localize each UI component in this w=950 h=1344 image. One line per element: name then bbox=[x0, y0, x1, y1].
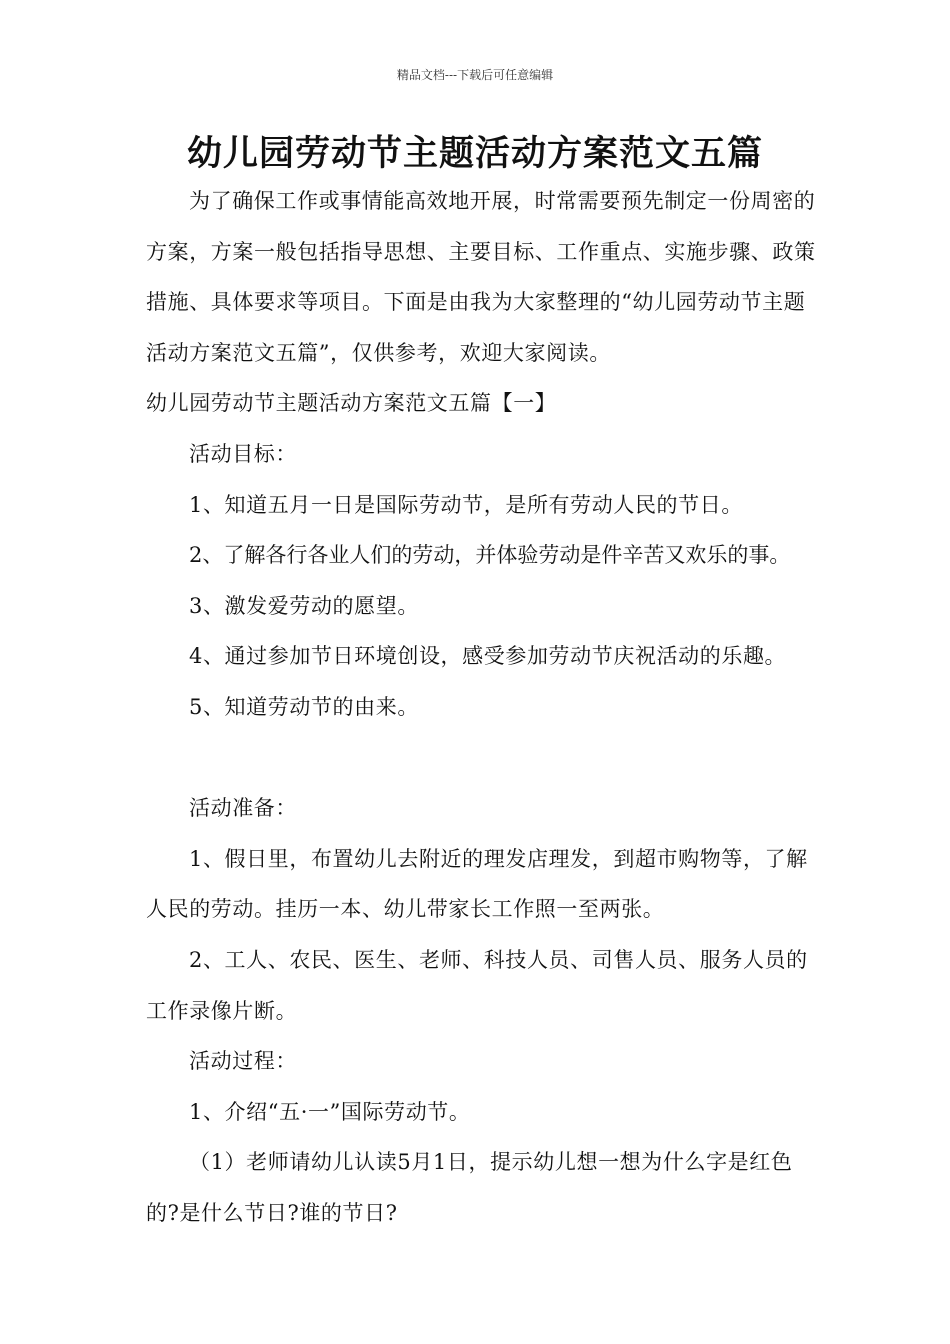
prep-label: 活动准备： bbox=[189, 796, 297, 821]
intro-paragraph: 为了确保工作或事情能高效地开展，时常需要预先制定一份周密的方案，方案一般包括指导思想、主要目标、工作重点、实施步骤、政策措施、具体要求等项目。下面是由我为大家整理的“幼儿园劳动节主题活动方案范文五篇”，仅供参考，欢迎大家阅读。 bbox=[146, 189, 816, 365]
goals-label: 活动目标： bbox=[189, 441, 297, 466]
document-body bbox=[146, 176, 820, 1238]
process-item: 1、介绍“五·一”国际劳动节。 bbox=[189, 1099, 471, 1124]
goal-item: 1、知道五月一日是国际劳动节，是所有劳动人民的节日。 bbox=[189, 492, 743, 517]
section-heading: 幼儿园劳动节主题活动方案范文五篇【一】 bbox=[146, 391, 557, 416]
page-header: 精品文档---下载后可任意编辑 bbox=[396, 68, 554, 82]
document-title: 幼儿园劳动节主题活动方案范文五篇 bbox=[186, 133, 763, 174]
goal-item: 3、激发爱劳动的愿望。 bbox=[189, 593, 419, 618]
prep-item: 1、假日里，布置幼儿去附近的理发店理发，到超市购物等，了解人民的劳动。挂历一本、幼儿带家长工作照一至两张。 bbox=[146, 846, 808, 922]
process-item: （1）老师请幼儿认读5月1日，提示幼儿想一想为什么字是红色的?是什么节日?谁的节日? bbox=[146, 1150, 793, 1225]
goal-item: 2、了解各行各业人们的劳动，并体验劳动是件辛苦又欢乐的事。 bbox=[189, 543, 791, 568]
goal-item: 5、知道劳动节的由来。 bbox=[189, 694, 419, 719]
goal-item: 4、通过参加节日环境创设，感受参加劳动节庆祝活动的乐趣。 bbox=[189, 644, 787, 669]
prep-item: 2、工人、农民、医生、老师、科技人员、司售人员、服务人员的工作录像片断。 bbox=[146, 947, 808, 1023]
blank-line bbox=[146, 733, 820, 784]
process-label: 活动过程： bbox=[189, 1049, 297, 1074]
